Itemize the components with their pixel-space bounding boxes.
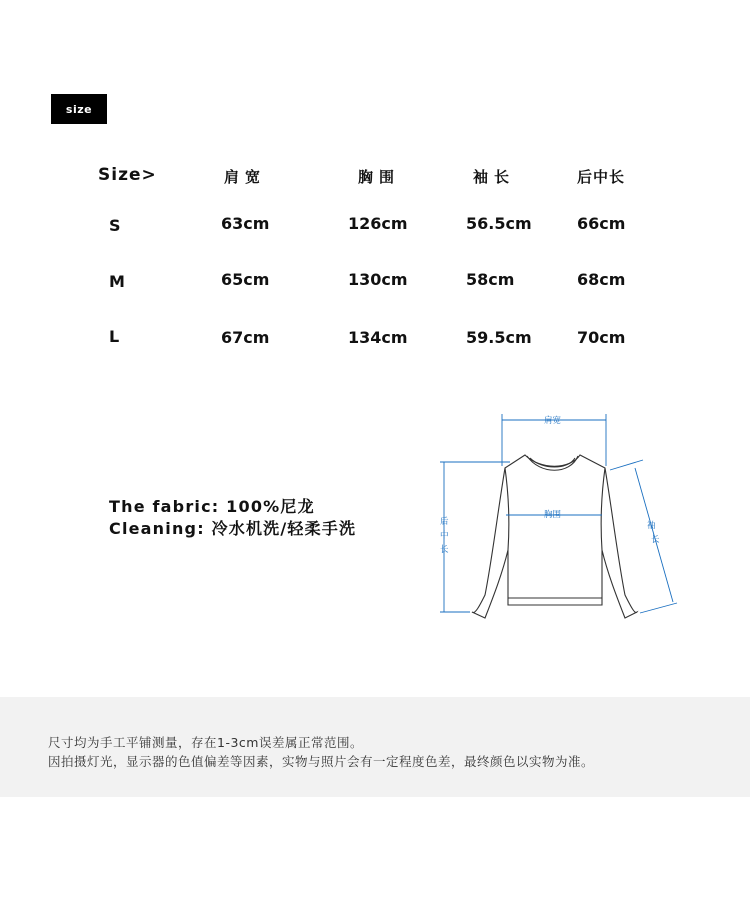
- cell-length: 66cm: [577, 214, 626, 233]
- chest-measure-label: 胸围: [544, 510, 562, 520]
- length-label-char: 中: [440, 531, 449, 541]
- sleeve-label-char: 长: [651, 535, 660, 545]
- row-size-label: M: [109, 272, 125, 291]
- sweatshirt-outline: [472, 455, 637, 618]
- sweatshirt-measurement-diagram: [430, 400, 690, 630]
- header-length: 后中长: [577, 168, 626, 186]
- length-label-char: 长: [440, 545, 449, 555]
- header-size: Size>: [98, 165, 157, 185]
- note-line-1: 尺寸均为手工平铺测量，存在1-3cm误差属正常范围。: [48, 735, 363, 750]
- cell-length: 70cm: [577, 328, 626, 347]
- row-size-label: S: [109, 216, 121, 235]
- header-chest: 胸围: [358, 168, 401, 186]
- cell-length: 68cm: [577, 270, 626, 289]
- cell-sleeve: 56.5cm: [466, 214, 532, 233]
- row-size-label: L: [109, 327, 120, 346]
- size-table: [0, 0, 750, 360]
- sleeve-label-char: 袖: [647, 521, 656, 531]
- length-measure-label: [440, 516, 451, 555]
- cell-chest: 130cm: [348, 270, 408, 289]
- cell-chest: 126cm: [348, 214, 408, 233]
- measurement-notes: [0, 697, 750, 797]
- cell-chest: 134cm: [348, 328, 408, 347]
- size-tag: size: [51, 94, 107, 124]
- length-label-char: 后: [440, 517, 449, 527]
- header-shoulder: 肩宽: [224, 168, 267, 186]
- fabric-line: The fabric: 100%尼龙: [109, 497, 315, 516]
- cell-shoulder: 65cm: [221, 270, 270, 289]
- cell-sleeve: 58cm: [466, 270, 515, 289]
- shoulder-measure-label: 肩宽: [544, 416, 562, 426]
- note-line-2: 因拍摄灯光，显示器的色值偏差等因素，实物与照片会有一定程度色差，最终颜色以实物为准。: [48, 754, 595, 769]
- cleaning-line: Cleaning: 冷水机洗/轻柔手洗: [109, 519, 357, 538]
- header-sleeve: 袖长: [473, 168, 516, 186]
- cell-shoulder: 67cm: [221, 328, 270, 347]
- fabric-info: [109, 496, 356, 540]
- cell-shoulder: 63cm: [221, 214, 270, 233]
- cell-sleeve: 59.5cm: [466, 328, 532, 347]
